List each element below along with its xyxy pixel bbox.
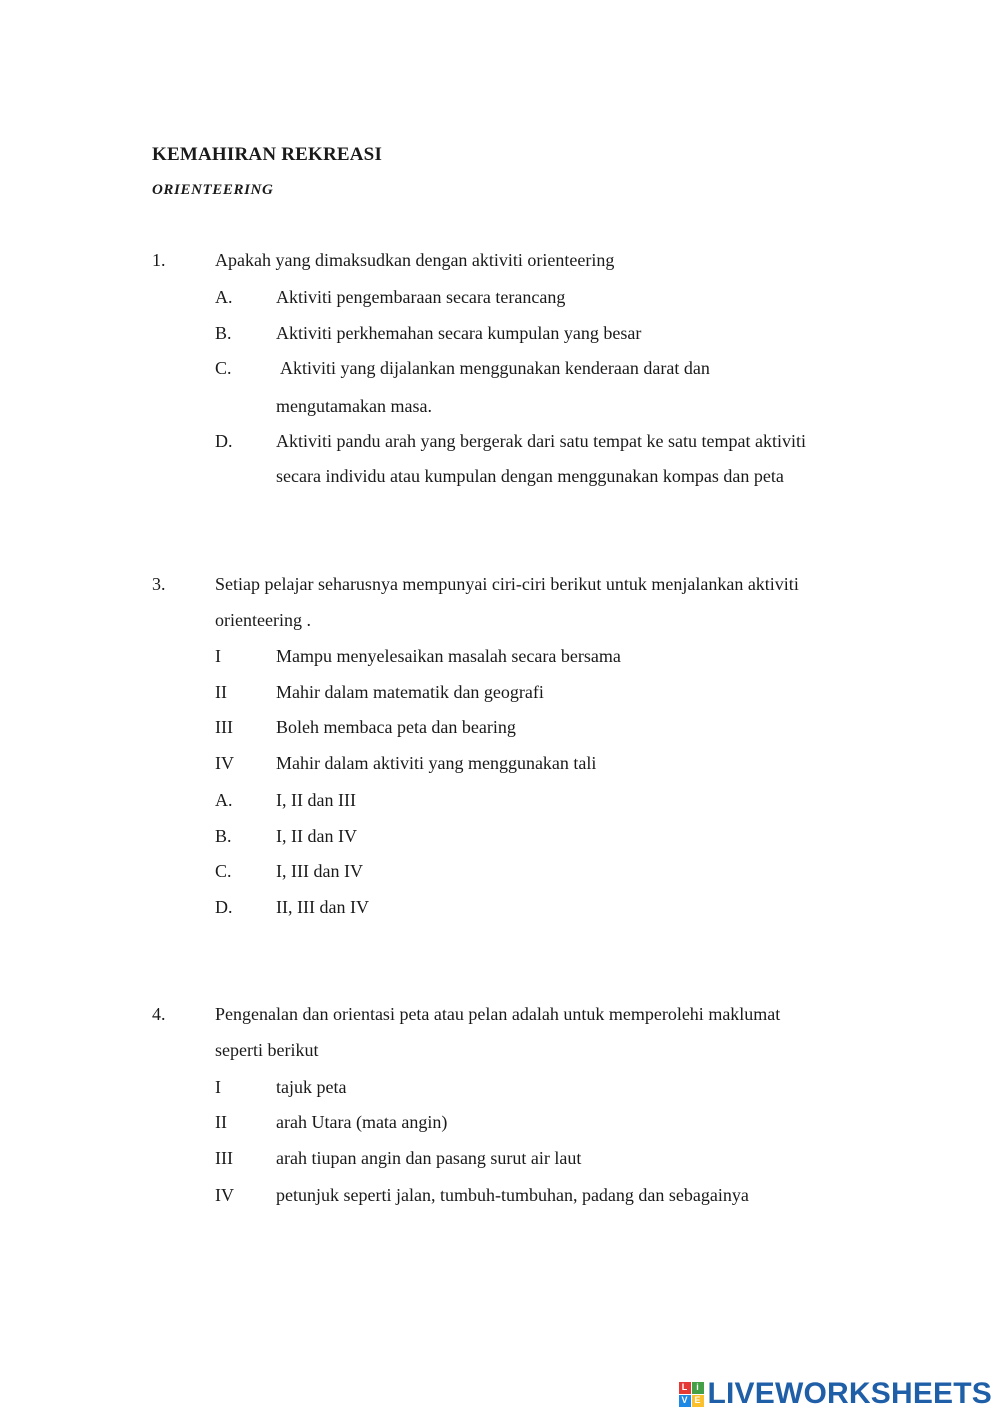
q3-statement-iv-text: Mahir dalam aktiviti yang menggunakan tali <box>276 753 597 773</box>
q4-statement-iii-label: III <box>215 1148 233 1168</box>
q3-option-a-text: I, II dan III <box>276 790 356 810</box>
q4-statement-i-label: I <box>215 1077 221 1097</box>
q1-option-a-label: A. <box>215 287 233 307</box>
question-4-text-line1: Pengenalan dan orientasi peta atau pelan adalah untuk memperolehi maklumat <box>215 1004 781 1024</box>
question-3-text-line1: Setiap pelajar seharusnya mempunyai ciri-ciri berikut untuk menjalankan aktiviti <box>215 574 799 594</box>
page-title: KEMAHIRAN REKREASI <box>152 144 383 165</box>
question-3-text-line2: orienteering . <box>215 610 311 630</box>
q3-statement-iv-label: IV <box>215 753 234 773</box>
logo-letter-e: E <box>692 1395 704 1407</box>
q1-option-a-text: Aktiviti pengembaraan secara terancang <box>276 287 566 307</box>
logo-letter-v: V <box>679 1395 691 1407</box>
q3-option-d-label: D. <box>215 897 233 917</box>
liveworksheets-logo[interactable] <box>679 1379 993 1409</box>
question-3-number: 3. <box>152 574 166 594</box>
q3-statement-i-label: I <box>215 646 221 666</box>
q4-statement-iv-label: IV <box>215 1185 234 1205</box>
q3-statement-i-text: Mampu menyelesaikan masalah secara bersama <box>276 646 621 666</box>
question-1-text: Apakah yang dimaksudkan dengan aktiviti orienteering <box>215 250 615 270</box>
q4-statement-ii-label: II <box>215 1112 227 1132</box>
logo-letter-l: L <box>679 1382 691 1394</box>
q4-statement-iii-text: arah tiupan angin dan pasang surut air laut <box>276 1148 582 1168</box>
question-4-text-line2: seperti berikut <box>215 1040 319 1060</box>
q3-option-d-text: II, III dan IV <box>276 897 369 917</box>
q1-option-d-label: D. <box>215 431 233 451</box>
q3-statement-ii-text: Mahir dalam matematik dan geografi <box>276 682 544 702</box>
q3-statement-ii-label: II <box>215 682 227 702</box>
q1-option-d-text-line2: secara individu atau kumpulan dengan menggunakan kompas dan peta <box>276 466 784 486</box>
q4-statement-ii-text: arah Utara (mata angin) <box>276 1112 448 1132</box>
q3-statement-iii-label: III <box>215 717 233 737</box>
q1-option-c-text-line1: Aktiviti yang dijalankan menggunakan kenderaan darat dan <box>280 358 710 378</box>
q3-statement-iii-text: Boleh membaca peta dan bearing <box>276 717 516 737</box>
q1-option-d-text-line1: Aktiviti pandu arah yang bergerak dari satu tempat ke satu tempat aktiviti <box>276 431 807 451</box>
q3-option-c-text: I, III dan IV <box>276 861 363 881</box>
question-4-number: 4. <box>152 1004 166 1024</box>
logo-letter-i: i <box>692 1382 704 1394</box>
q4-statement-i-text: tajuk peta <box>276 1077 347 1097</box>
logo-wordmark: LIVEWORKSHEETS <box>707 1377 992 1410</box>
page-subtitle: ORIENTEERING <box>152 182 274 198</box>
q3-option-b-label: B. <box>215 826 232 846</box>
q1-option-b-text: Aktiviti perkhemahan secara kumpulan yang besar <box>276 323 642 343</box>
q1-option-c-text-line2: mengutamakan masa. <box>276 396 432 416</box>
question-1-number: 1. <box>152 250 166 270</box>
q4-statement-iv-text: petunjuk seperti jalan, tumbuh-tumbuhan, padang dan sebagainya <box>276 1185 749 1205</box>
q3-option-a-label: A. <box>215 790 233 810</box>
q1-option-c-label: C. <box>215 358 232 378</box>
logo-mark-icon <box>679 1382 704 1407</box>
q1-option-b-label: B. <box>215 323 232 343</box>
q3-option-b-text: I, II dan IV <box>276 826 357 846</box>
q3-option-c-label: C. <box>215 861 232 881</box>
